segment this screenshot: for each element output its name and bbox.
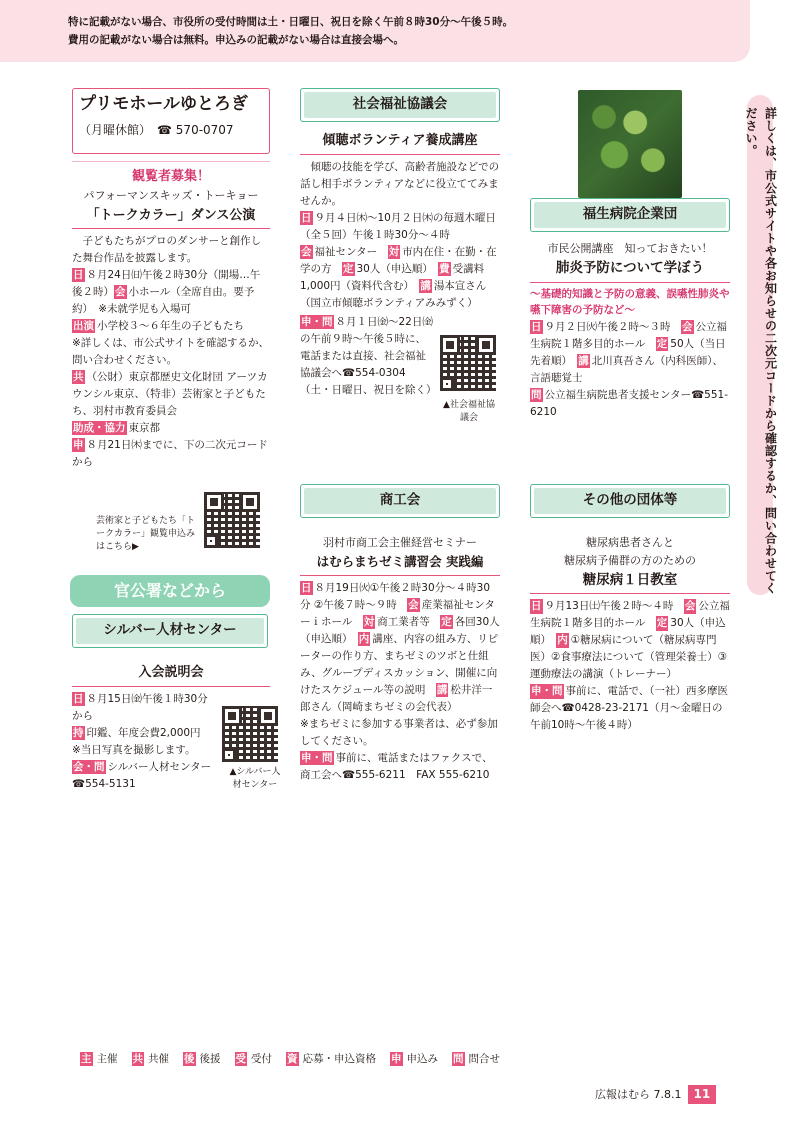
shoko-capacity: 各回30人（申込順）: [300, 616, 500, 646]
shakyo-target: 市内在住・在勤・在学の方: [300, 246, 497, 276]
target-tag: 対: [363, 616, 375, 629]
shakyo-intro: 傾聴の技能を学び、高齢者施設などでの話し相手ボランティアなどに役立ててみませんか。: [300, 161, 500, 208]
primo-title: 「トークカラー」ダンス公演: [86, 207, 256, 223]
lecturer-tag: 講: [436, 684, 448, 697]
lecturer-tag: 講: [420, 280, 431, 293]
date-tag: 日: [531, 321, 542, 334]
shoko-note: ※まちゼミに参加する事業者は、必ず参加してください。: [300, 718, 498, 748]
venue-tag: 会: [682, 321, 693, 334]
silver-qr-code[interactable]: [222, 706, 278, 762]
shoko-content: 講座、内容の組み方、リピーターの作り方、まちゼミのツボと仕組み、グループディスカッション、開催に向けたスケジュール等の説明: [300, 633, 499, 697]
silver-title: 入会説明会: [138, 665, 204, 680]
shoko-header-title: 商工会: [304, 488, 496, 514]
venue-tag: 会: [301, 246, 312, 259]
date-tag: 日: [73, 268, 84, 281]
other-content: ①糖尿病について（糖尿病専門医）②食事療法について（管理栄養士）③運動療法の講演（トレーナー）: [530, 634, 728, 681]
primo-name: プリモホールゆとろぎ: [79, 94, 248, 114]
shakyo-lecturer: 湯本宣さん（国立市傾聴ボランティアみみずく）: [300, 280, 487, 310]
hospital-date: ９月２日㈫午後２時～３時: [544, 321, 671, 334]
shoko-target: 商工業者等: [377, 616, 430, 629]
primo-support: 東京都: [128, 421, 160, 434]
legend-item: 申 申込み: [391, 1053, 438, 1065]
primo-host: （公財）東京都歴史文化財団 アーツカウンシル東京、（特非）芸術家と子どもたち、羽村市教育委員会: [72, 370, 268, 417]
venue-tag: 会: [408, 599, 419, 612]
primo-closed: （月曜休館）: [79, 123, 146, 138]
hospital-title: 肺炎予防について学ぼう: [555, 259, 705, 276]
footer: [595, 1085, 716, 1104]
hospital-contact: 公立福生病院患者支援センター☎551-6210: [530, 389, 728, 419]
content-tag: 内: [557, 634, 568, 647]
side-note: [744, 95, 778, 595]
hospital-venue: 公立福生病院１階多目的ホール: [530, 321, 727, 351]
shakyo-capacity: 30人（申込順）: [356, 263, 428, 276]
shoko-header: [300, 484, 500, 518]
legend-item: 共 共催: [132, 1053, 169, 1065]
other-sub2: 糖尿病予備群の方のための: [564, 553, 696, 567]
bring-tag: 持: [73, 727, 84, 740]
notice-line-1: 特に記載がない場合、市役所の受付時間は土・日曜日、祝日を除く午前８時30分～午後５時。: [68, 16, 514, 28]
notice-bar: [0, 0, 750, 62]
primo-cast: 小学校３～６年生の子どもたち: [97, 319, 244, 332]
gov-banner: 官公署などから: [70, 575, 270, 607]
other-section: [530, 534, 730, 734]
legend: [80, 1051, 500, 1068]
date-tag: 日: [531, 600, 542, 613]
issue-label: 広報はむら 7.8.1: [595, 1087, 682, 1101]
shoko-subtitle: 羽村市商工会主催経営セミナー: [323, 536, 477, 549]
primo-section: [72, 88, 270, 471]
primo-note: ※詳しくは、市公式サイトを確認するか、問い合わせください。: [72, 336, 270, 366]
silver-date: ８月15日㈮午後１時30分から: [72, 693, 208, 723]
shoko-lecturer: 松井洋一郎さん（岡崎まちゼミの会代表）: [300, 684, 493, 714]
primo-date: ８月24日㈰午後２時30分（開場…午後２時）: [72, 268, 261, 298]
primo-venue: 小ホール（全席自由。要予約） ※未就学児も入場可: [72, 285, 255, 315]
apply-tag: 申・問: [301, 752, 333, 765]
primo-qr-code[interactable]: [204, 492, 260, 548]
venue-tag: 会: [115, 285, 126, 298]
shakyo-date: ９月４日㈭～10月２日㈭の毎週木曜日（全５回）午後１時30分～４時: [300, 212, 496, 242]
content-tag: 内: [358, 633, 370, 646]
plant-photo: [578, 90, 682, 198]
page-number: 11: [688, 1085, 717, 1104]
lecturer-tag: 講: [578, 355, 589, 368]
capacity-tag: 定: [343, 263, 354, 276]
shakyo-header: [300, 88, 500, 122]
hospital-lead: ～基礎的知識と予防の意義、誤嚥性肺炎や嚥下障害の予防など～: [530, 287, 730, 317]
primo-box: [72, 88, 270, 154]
other-header-title: その他の団体等: [534, 488, 726, 514]
host-tag: 共: [73, 370, 84, 383]
shoko-section: [300, 534, 500, 784]
support-tag: 助成・協力: [73, 421, 126, 434]
primo-phone: ☎ 570-0707: [157, 123, 234, 138]
date-tag: 日: [301, 582, 312, 595]
legend-item: 受 受付: [235, 1053, 272, 1065]
shoko-title: はむらまちゼミ講習会 実践編: [316, 553, 484, 569]
other-venue: 公立福生病院１階多目的ホール: [530, 600, 730, 630]
legend-item: 後 後援: [184, 1053, 221, 1065]
primo-subtitle: パフォーマンスキッズ・トーキョー: [83, 189, 259, 203]
target-tag: 対: [388, 246, 400, 259]
apply-tag: 申・問: [301, 316, 333, 329]
primo-qr-caption: 芸術家と子どもたち「トークカラー」観覧申込みはこちら▶: [96, 516, 196, 553]
shakyo-fee: 受講料1,000円（資料代含む）: [300, 263, 485, 293]
shakyo-header-title: 社会福祉協議会: [304, 92, 496, 118]
shakyo-qr-code[interactable]: [440, 335, 496, 391]
other-capacity: 30人（申込順）: [530, 617, 726, 647]
hospital-section: [530, 240, 730, 421]
shakyo-apply: ８月１日㈮～22日㈮の午前９時～午後５時に、電話または直接、社会福祉協議会へ☎554-0304（土・日曜日、祝日を除く）: [300, 316, 437, 397]
other-apply: 事前に、電話で、（一社）西多摩医師会へ☎0428-23-2171（月～金曜日の午前10時～午後４時）: [530, 685, 729, 732]
shakyo-title: 傾聴ボランティア養成講座: [322, 133, 478, 148]
hospital-capacity: 50人（当日先着順）: [530, 338, 726, 368]
silver-contact: シルバー人材センター☎554-5131: [72, 761, 212, 791]
capacity-tag: 定: [656, 617, 668, 630]
shoko-apply: 事前に、電話またはファクスで、商工会へ☎555-6211 FAX 555-6210: [300, 752, 493, 782]
capacity-tag: 定: [656, 338, 668, 351]
silver-qr-caption: ▲シルバー人材センター: [229, 767, 281, 791]
cast-tag: 出演: [73, 319, 94, 332]
date-tag: 日: [301, 212, 312, 225]
legend-item: 主 主催: [81, 1053, 118, 1065]
contact-tag: 問: [531, 389, 542, 402]
silver-bring: 印鑑、年度会費2,000円: [86, 727, 201, 740]
hospital-header: [530, 198, 730, 232]
other-sub1: 糖尿病患者さんと: [586, 536, 674, 549]
shoko-venue: 産業福祉センターｉホール: [300, 599, 495, 629]
notice-line-2: 費用の記載がない場合は無料。申込みの記載がない場合は直接会場へ。: [68, 33, 404, 46]
other-title: 糖尿病１日教室: [582, 571, 678, 588]
capacity-tag: 定: [441, 616, 452, 629]
contact-tag: 会・問: [73, 761, 105, 774]
primo-apply: ８月21日㈭までに、下の二次元コードから: [72, 438, 268, 468]
primo-intro: 子どもたちがプロのダンサーと創作した舞台作品を披露します。: [72, 234, 262, 264]
side-note-text: 詳しくは、市公式サイトや各お知らせの二次元コードから確認するか、問い合わせてください。: [744, 107, 778, 595]
apply-tag: 申・問: [531, 685, 563, 698]
shakyo-qr-caption: ▲社会福祉協議会: [443, 400, 495, 424]
legend-item: 問 問合せ: [453, 1053, 500, 1065]
hospital-lecturer: 北川真吾さん（内科医師）、言語聴覚士: [530, 355, 723, 385]
legend-item: 資 応募・申込資格: [287, 1053, 376, 1065]
date-tag: 日: [73, 693, 84, 706]
fee-tag: 費: [439, 263, 450, 276]
shakyo-venue: 福祉センター: [314, 246, 378, 259]
venue-tag: 会: [684, 600, 696, 613]
hospital-header-title: 福生病院企業団: [534, 202, 726, 228]
silver-header-title: シルバー人材センター: [76, 618, 264, 644]
apply-tag: 申: [73, 438, 84, 451]
hospital-subtitle: 市民公開講座 知っておきたい！: [547, 242, 713, 255]
silver-header: [72, 614, 268, 648]
silver-note: ※当日写真を撮影します。: [72, 744, 196, 757]
shoko-date: ８月19日㈫①午後２時30分～４時30分 ②午後７時～９時: [300, 582, 490, 612]
other-header: [530, 484, 730, 518]
other-date: ９月13日㈯午後２時～４時: [544, 600, 674, 613]
primo-recruit: 観覧者募集！: [131, 169, 210, 184]
